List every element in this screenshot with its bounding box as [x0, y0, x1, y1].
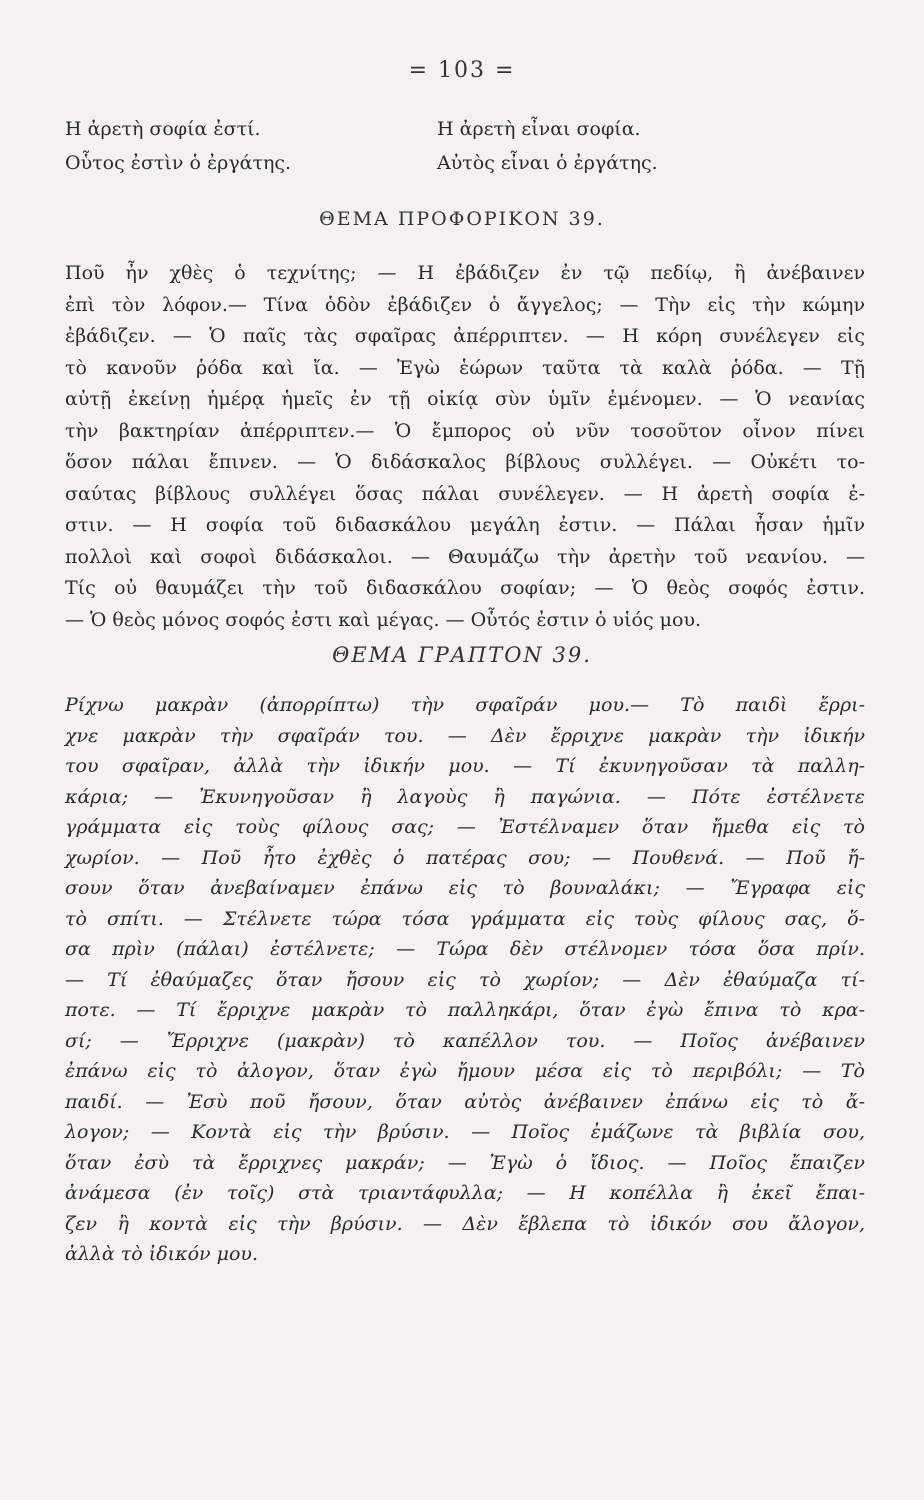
text-line: σαύτας βίβλους συλλέγει ὅσας πάλαι συνέλεγεν. — Η ἀρετὴ σοφία ἐ- [65, 482, 865, 505]
text-line: — Τί ἐθαύμαζες ὅταν ἤσουν εἰς τὸ χωρίον; — Δὲν ἐθαύμαζα τί- [65, 968, 865, 991]
text-line: Τίς οὐ θαυμάζει τὴν τοῦ διδασκάλου σοφίαν; — Ὁ θεὸς σοφός ἐστιν. [65, 577, 865, 599]
text-line: ζεν ἢ κοντὰ εἰς τὴν βρύσιν. — Δὲν ἔβλεπα τὸ ἰδικόν σου ἄλογον, [65, 1212, 865, 1235]
text-line: πολλοὶ καὶ σοφοὶ διδάσκαλοι. — Θαυμάζω τὴν ἀρετὴν τοῦ νεανίου. — [65, 545, 865, 568]
written-exercise-heading: ΘΕΜΑ ΓΡΑΠΤΟΝ 39. [332, 643, 592, 667]
text-line: Ποῦ ἦν χθὲς ὁ τεχνίτης; — Η ἐβάδιζεν ἐν τῷ πεδίῳ, ἢ ἀνέβαινεν [65, 262, 865, 284]
oral-exercise-heading: ΘΕΜΑ ΠΡΟΦΟΡΙΚΟΝ 39. [319, 208, 605, 230]
text-line: — Ὁ θεὸς μόνος σοφός ἐστι καὶ μέγας. — Οὗτός ἐστιν ὁ υἱός μου. [65, 608, 702, 631]
text-line: ἀλλὰ τὸ ἰδικόν μου. [65, 1243, 258, 1265]
example-pair [65, 152, 865, 186]
text-line: ποτε. — Τί ἔρριχνε μακρὰν τὸ παλληκάρι, ὅταν ἐγὼ ἔπινα τὸ κρα- [65, 999, 865, 1021]
text-line: κάρια; — Ἐκυνηγοῦσαν ἢ λαγοὺς ἢ παγώνια. — Πότε ἐστέλνετε [65, 785, 865, 808]
text-line: ἐπάνω εἰς τὸ ἀλογον, ὅταν ἐγὼ ἤμουν μέσα εἰς τὸ περιβόλι; — Τὸ [65, 1060, 865, 1082]
text-line: στιν. — Η σοφία τοῦ διδασκάλου μεγάλη ἐστιν. — Πάλαι ἦσαν ἡμῖν [65, 514, 865, 536]
text-line: Ρίχνω μακρὰν (ἀπορρίπτω) τὴν σφαῖράν μου.— Τὸ παιδὶ ἔρρι- [65, 694, 865, 716]
text-line: ἀνάμεσα (ἐν τοῖς) στὰ τριαντάφυλλα; — Η κοπέλλα ἢ ἐκεῖ ἔπαι- [65, 1182, 865, 1204]
text-line: χνε μακρὰν τὴν σφαῖράν του. — Δὲν ἔρριχνε μακρὰν τὴν ἰδικήν [65, 724, 865, 747]
example-pair [65, 118, 865, 152]
text-line: ἐβάδιζεν. — Ὁ παῖς τὰς σφαῖρας ἀπέρριπτεν. — Η κόρη συνέλεγεν εἰς [65, 325, 865, 347]
text-line: ὅσον πάλαι ἔπινεν. — Ὁ διδάσκαλος βίβλους συλλέγει. — Οὐκέτι το- [65, 451, 865, 473]
modern-sentence: Αὐτὸς εἶναι ὁ ἐργάτης. [437, 152, 658, 174]
text-line: χωρίον. — Ποῦ ἦτο ἐχθὲς ὁ πατέρας σου; — Πουθενά. — Ποῦ ἤ- [65, 846, 865, 869]
text-line: γράμματα εἰς τοὺς φίλους σας; — Ἐστέλναμεν ὅταν ἤμεθα εἰς τὸ [65, 816, 865, 838]
written-exercise-text [65, 690, 865, 1270]
page-number: = 103 = [408, 58, 516, 83]
text-line: ἐπὶ τὸν λόφον.— Τίνα ὁδὸν ἐβάδιζεν ὁ ἄγγελος; — Τὴν εἰς τὴν κώμην [65, 293, 865, 316]
text-line: σί; — Ἔρριχνε (μακρὰν) τὸ καπέλλον του. — Ποῖος ἀνέβαινεν [65, 1029, 865, 1052]
modern-sentence: Η ἀρετὴ εἶναι σοφία. [437, 118, 641, 140]
example-pairs [65, 118, 865, 186]
oral-exercise-text [65, 258, 865, 636]
text-line: ὅταν ἐσὺ τὰ ἔρριχνες μακράν; — Ἐγὼ ὁ ἴδιος. — Ποῖος ἔπαιζεν [65, 1151, 865, 1174]
ancient-sentence: Οὗτος ἐστὶν ὁ ἐργάτης. [65, 152, 292, 174]
text-line: παιδί. — Ἐσὺ ποῦ ἤσουν, ὅταν αὐτὸς ἀνέβαινεν ἐπάνω εἰς τὸ ἄ- [65, 1090, 865, 1113]
text-line: του σφαῖραν, ἀλλὰ τὴν ἰδικήν μου. — Τί ἐκυνηγοῦσαν τὰ παλλη- [65, 755, 865, 777]
text-line: σα πρὶν (πάλαι) ἐστέλνετε; — Τώρα δὲν στέλνομεν τόσα ὅσα πρίν. [65, 938, 865, 960]
ancient-sentence: Η ἀρετὴ σοφία ἐστί. [65, 118, 261, 140]
text-line: σουν ὅταν ἀνεβαίναμεν ἐπάνω εἰς τὸ βουναλάκι; — Ἔγραφα εἰς [65, 877, 865, 899]
text-line: αὐτῇ ἐκείνῃ ἡμέρᾳ ἡμεῖς ἐν τῇ οἰκίᾳ σὺν ὑμῖν ἐμένομεν. — Ὁ νεανίας [65, 388, 865, 410]
text-line: τὸ κανοῦν ῥόδα καὶ ἴα. — Ἐγὼ ἑώρων ταῦτα τὰ καλὰ ῥόδα. — Τῇ [65, 356, 865, 379]
text-line: τὸ σπίτι. — Στέλνετε τώρα τόσα γράμματα εἰς τοὺς φίλους σας, ὅ- [65, 907, 865, 930]
text-line: τὴν βακτηρίαν ἀπέρριπτεν.— Ὁ ἔμπορος οὐ νῦν τοσοῦτον οἶνον πίνει [65, 419, 865, 442]
text-line: λογον; — Κοντὰ εἰς τὴν βρύσιν. — Ποῖος ἐμάζωνε τὰ βιβλία σου, [65, 1121, 865, 1143]
